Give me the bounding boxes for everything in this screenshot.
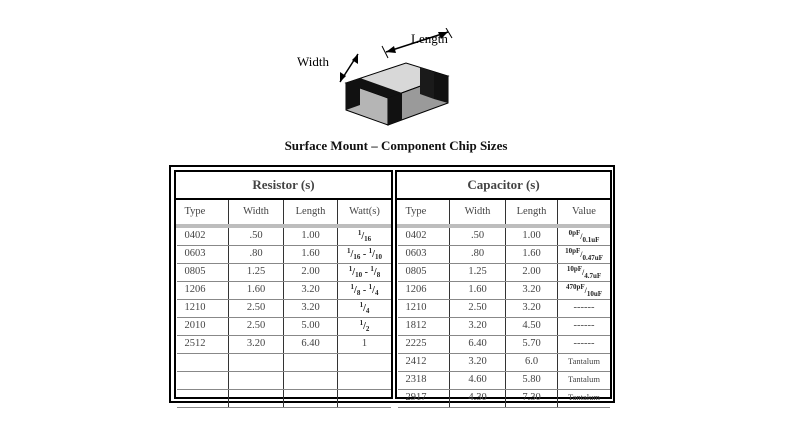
- capacitor-column-header: Type: [405, 205, 427, 217]
- capacitor-type-cell: 2412: [398, 354, 450, 372]
- capacitor-value-text: Tantalum: [568, 392, 600, 403]
- capacitor-width-cell: .80: [450, 246, 506, 264]
- capacitor-type-cell: 0603: [398, 246, 450, 264]
- capacitor-type-cell: 2917: [398, 390, 450, 408]
- numerator: 1: [357, 229, 362, 237]
- value-range: $^{470pF}/_{10uF}$: [565, 282, 603, 298]
- resistor-column-header: Width: [229, 200, 284, 224]
- capacitor-row: [398, 390, 611, 408]
- capacitor-value-cell: [558, 246, 611, 264]
- resistor-width-cell: 2.50: [229, 300, 284, 318]
- resistor-row: [177, 318, 392, 336]
- capacitor-row: [398, 264, 611, 282]
- capacitor-width-cell: 3.20: [450, 318, 506, 336]
- denominator: 8: [356, 289, 361, 297]
- resistor-row: [177, 390, 392, 408]
- denominator: 16: [353, 253, 361, 261]
- capacitor-length-cell: 1.60: [506, 246, 558, 264]
- capacitor-width-cell: .50: [450, 228, 506, 246]
- capacitor-row: [398, 336, 611, 354]
- capacitor-value-cell: [558, 228, 611, 246]
- length-label: Length: [411, 31, 448, 46]
- resistor-length-cell: 5.00: [284, 318, 338, 336]
- capacitor-length-cell: 3.20: [506, 282, 558, 300]
- chip-size-table-frame: [169, 165, 615, 403]
- resistor-type-cell: 0603: [177, 246, 229, 264]
- resistor-row: [177, 372, 392, 390]
- value-max: 4.7uF: [584, 271, 602, 280]
- resistor-watts-cell: [338, 318, 392, 336]
- resistor-width-cell: 1.60: [229, 282, 284, 300]
- capacitor-width-cell: 3.20: [450, 354, 506, 372]
- resistor-width-cell: 2.50: [229, 318, 284, 336]
- resistor-row: [177, 336, 392, 354]
- resistor-column-header: Type: [184, 205, 206, 217]
- resistor-length-cell: 2.00: [284, 264, 338, 282]
- resistor-empty-cell: [284, 390, 338, 408]
- denominator: 10: [374, 253, 382, 261]
- capacitor-value-cell: [558, 354, 611, 372]
- resistor-watts-cell: [338, 246, 392, 264]
- numerator: 1: [359, 301, 364, 309]
- value-min: 470pF: [565, 282, 585, 291]
- resistor-empty-cell: [338, 372, 392, 390]
- capacitor-column-header: Width: [450, 200, 506, 224]
- fraction: $^1/_{16} - ^1/_{10}$: [347, 247, 382, 261]
- numerator: 1: [350, 283, 355, 291]
- resistor-empty-cell: [338, 390, 392, 408]
- resistor-watts-cell: [338, 228, 392, 246]
- value-max: 10uF: [586, 289, 603, 298]
- value-min: 0pF: [568, 228, 581, 237]
- capacitor-column-header: Length: [506, 200, 558, 224]
- resistor-column-header: Watt(s): [338, 200, 392, 224]
- value-min: 10pF: [566, 264, 582, 273]
- resistor-type-cell: 1206: [177, 282, 229, 300]
- capacitor-type-cell: 1206: [398, 282, 450, 300]
- capacitor-row: [398, 228, 611, 246]
- resistor-watts-cell: [338, 336, 392, 354]
- capacitor-length-cell: 3.20: [506, 300, 558, 318]
- resistor-width-cell: 3.20: [229, 336, 284, 354]
- value-range: $^{10pF}/_{0.47uF}$: [565, 246, 603, 262]
- resistor-watts-cell: [338, 264, 392, 282]
- numerator: 1: [368, 247, 373, 255]
- resistor-empty-cell: [338, 354, 392, 372]
- resistor-length-cell: 3.20: [284, 282, 338, 300]
- capacitor-type-cell: 2225: [398, 336, 450, 354]
- capacitor-type-cell: 1812: [398, 318, 450, 336]
- capacitor-panel: [395, 170, 612, 404]
- capacitor-column-header: Value: [558, 200, 611, 224]
- value-max: 0.47uF: [582, 253, 603, 262]
- resistor-length-cell: 1.60: [284, 246, 338, 264]
- resistor-row: [177, 264, 392, 282]
- width-label: Width: [297, 54, 329, 69]
- resistor-empty-cell: [177, 354, 229, 372]
- fraction: $^1/_4$: [359, 301, 370, 315]
- resistor-length-cell: 6.40: [284, 336, 338, 354]
- resistor-type-cell: 0402: [177, 228, 229, 246]
- capacitor-value-text: ------: [573, 302, 595, 314]
- resistor-width-cell: 1.25: [229, 264, 284, 282]
- resistor-length-cell: 1.00: [284, 228, 338, 246]
- value-range: $^{0pF}/_{0.1uF}$: [568, 228, 600, 244]
- capacitor-value-cell: [558, 282, 611, 300]
- capacitor-row: [398, 300, 611, 318]
- denominator: 16: [364, 235, 372, 243]
- numerator: 1: [370, 265, 374, 273]
- capacitor-value-cell: [558, 318, 611, 336]
- capacitor-value-cell: [558, 390, 611, 408]
- resistor-heading: Resistor (s): [176, 172, 391, 200]
- resistor-row: [177, 354, 392, 372]
- capacitor-row: [398, 246, 611, 264]
- capacitor-row: [398, 354, 611, 372]
- resistor-width-cell: .50: [229, 228, 284, 246]
- numerator: 1: [368, 283, 373, 291]
- capacitor-value-text: Tantalum: [568, 374, 600, 385]
- resistor-row: [177, 228, 392, 246]
- numerator: 1: [348, 265, 353, 273]
- resistor-empty-cell: [177, 390, 229, 408]
- capacitor-table: [397, 200, 610, 408]
- resistor-row: [177, 246, 392, 264]
- resistor-table: [176, 200, 391, 408]
- capacitor-width-cell: 1.25: [450, 264, 506, 282]
- fraction: $^1/_{16}$: [357, 229, 372, 243]
- capacitor-type-cell: 1210: [398, 300, 450, 318]
- fraction: $^1/_{10} - ^1/_8$: [348, 265, 381, 279]
- resistor-row: [177, 282, 392, 300]
- resistor-watts-cell: [338, 300, 392, 318]
- chip-diagram: [288, 28, 468, 128]
- fraction: $^1/_2$: [359, 319, 370, 333]
- resistor-width-cell: .80: [229, 246, 284, 264]
- value-max: 0.1uF: [582, 235, 600, 244]
- denominator: 8: [376, 271, 381, 279]
- fraction: $^1/_8 - ^1/_4$: [350, 283, 379, 297]
- capacitor-row: [398, 372, 611, 390]
- capacitor-width-cell: 2.50: [450, 300, 506, 318]
- capacitor-length-cell: 7.30: [506, 390, 558, 408]
- resistor-empty-cell: [229, 390, 284, 408]
- resistor-column-header: Length: [284, 200, 338, 224]
- resistor-type-cell: 1210: [177, 300, 229, 318]
- capacitor-length-cell: 6.0: [506, 354, 558, 372]
- capacitor-value-text: Tantalum: [568, 356, 600, 367]
- capacitor-value-cell: [558, 336, 611, 354]
- capacitor-width-cell: 1.60: [450, 282, 506, 300]
- capacitor-heading: Capacitor (s): [397, 172, 610, 200]
- capacitor-value-cell: [558, 300, 611, 318]
- resistor-watts-text: 1: [361, 338, 368, 350]
- numerator: 1: [347, 247, 351, 255]
- capacitor-width-cell: 4.60: [450, 372, 506, 390]
- value-min: 10pF: [565, 246, 581, 255]
- capacitor-value-cell: [558, 264, 611, 282]
- resistor-type-cell: 0805: [177, 264, 229, 282]
- capacitor-row: [398, 282, 611, 300]
- capacitor-value-text: ------: [573, 320, 595, 332]
- capacitor-length-cell: 1.00: [506, 228, 558, 246]
- resistor-empty-cell: [284, 372, 338, 390]
- resistor-type-cell: 2512: [177, 336, 229, 354]
- denominator: 4: [365, 307, 370, 315]
- denominator: 2: [365, 325, 370, 333]
- capacitor-width-cell: 4.30: [450, 390, 506, 408]
- resistor-panel: [174, 170, 393, 399]
- resistor-empty-cell: [177, 372, 229, 390]
- denominator: 10: [355, 271, 363, 279]
- numerator: 1: [359, 319, 364, 327]
- capacitor-length-cell: 5.70: [506, 336, 558, 354]
- capacitor-type-cell: 0402: [398, 228, 450, 246]
- capacitor-type-cell: 2318: [398, 372, 450, 390]
- resistor-empty-cell: [229, 372, 284, 390]
- capacitor-length-cell: 5.80: [506, 372, 558, 390]
- resistor-length-cell: 3.20: [284, 300, 338, 318]
- resistor-empty-cell: [284, 354, 338, 372]
- capacitor-width-cell: 6.40: [450, 336, 506, 354]
- denominator: 4: [374, 289, 379, 297]
- value-range: $^{10pF}/_{4.7uF}$: [566, 264, 602, 280]
- resistor-row: [177, 300, 392, 318]
- capacitor-value-cell: [558, 372, 611, 390]
- page-title: Surface Mount – Component Chip Sizes: [284, 138, 508, 153]
- capacitor-length-cell: 4.50: [506, 318, 558, 336]
- capacitor-type-cell: 0805: [398, 264, 450, 282]
- capacitor-length-cell: 2.00: [506, 264, 558, 282]
- resistor-watts-cell: [338, 282, 392, 300]
- capacitor-value-text: ------: [573, 338, 595, 350]
- capacitor-row: [398, 318, 611, 336]
- resistor-type-cell: 2010: [177, 318, 229, 336]
- resistor-empty-cell: [229, 354, 284, 372]
